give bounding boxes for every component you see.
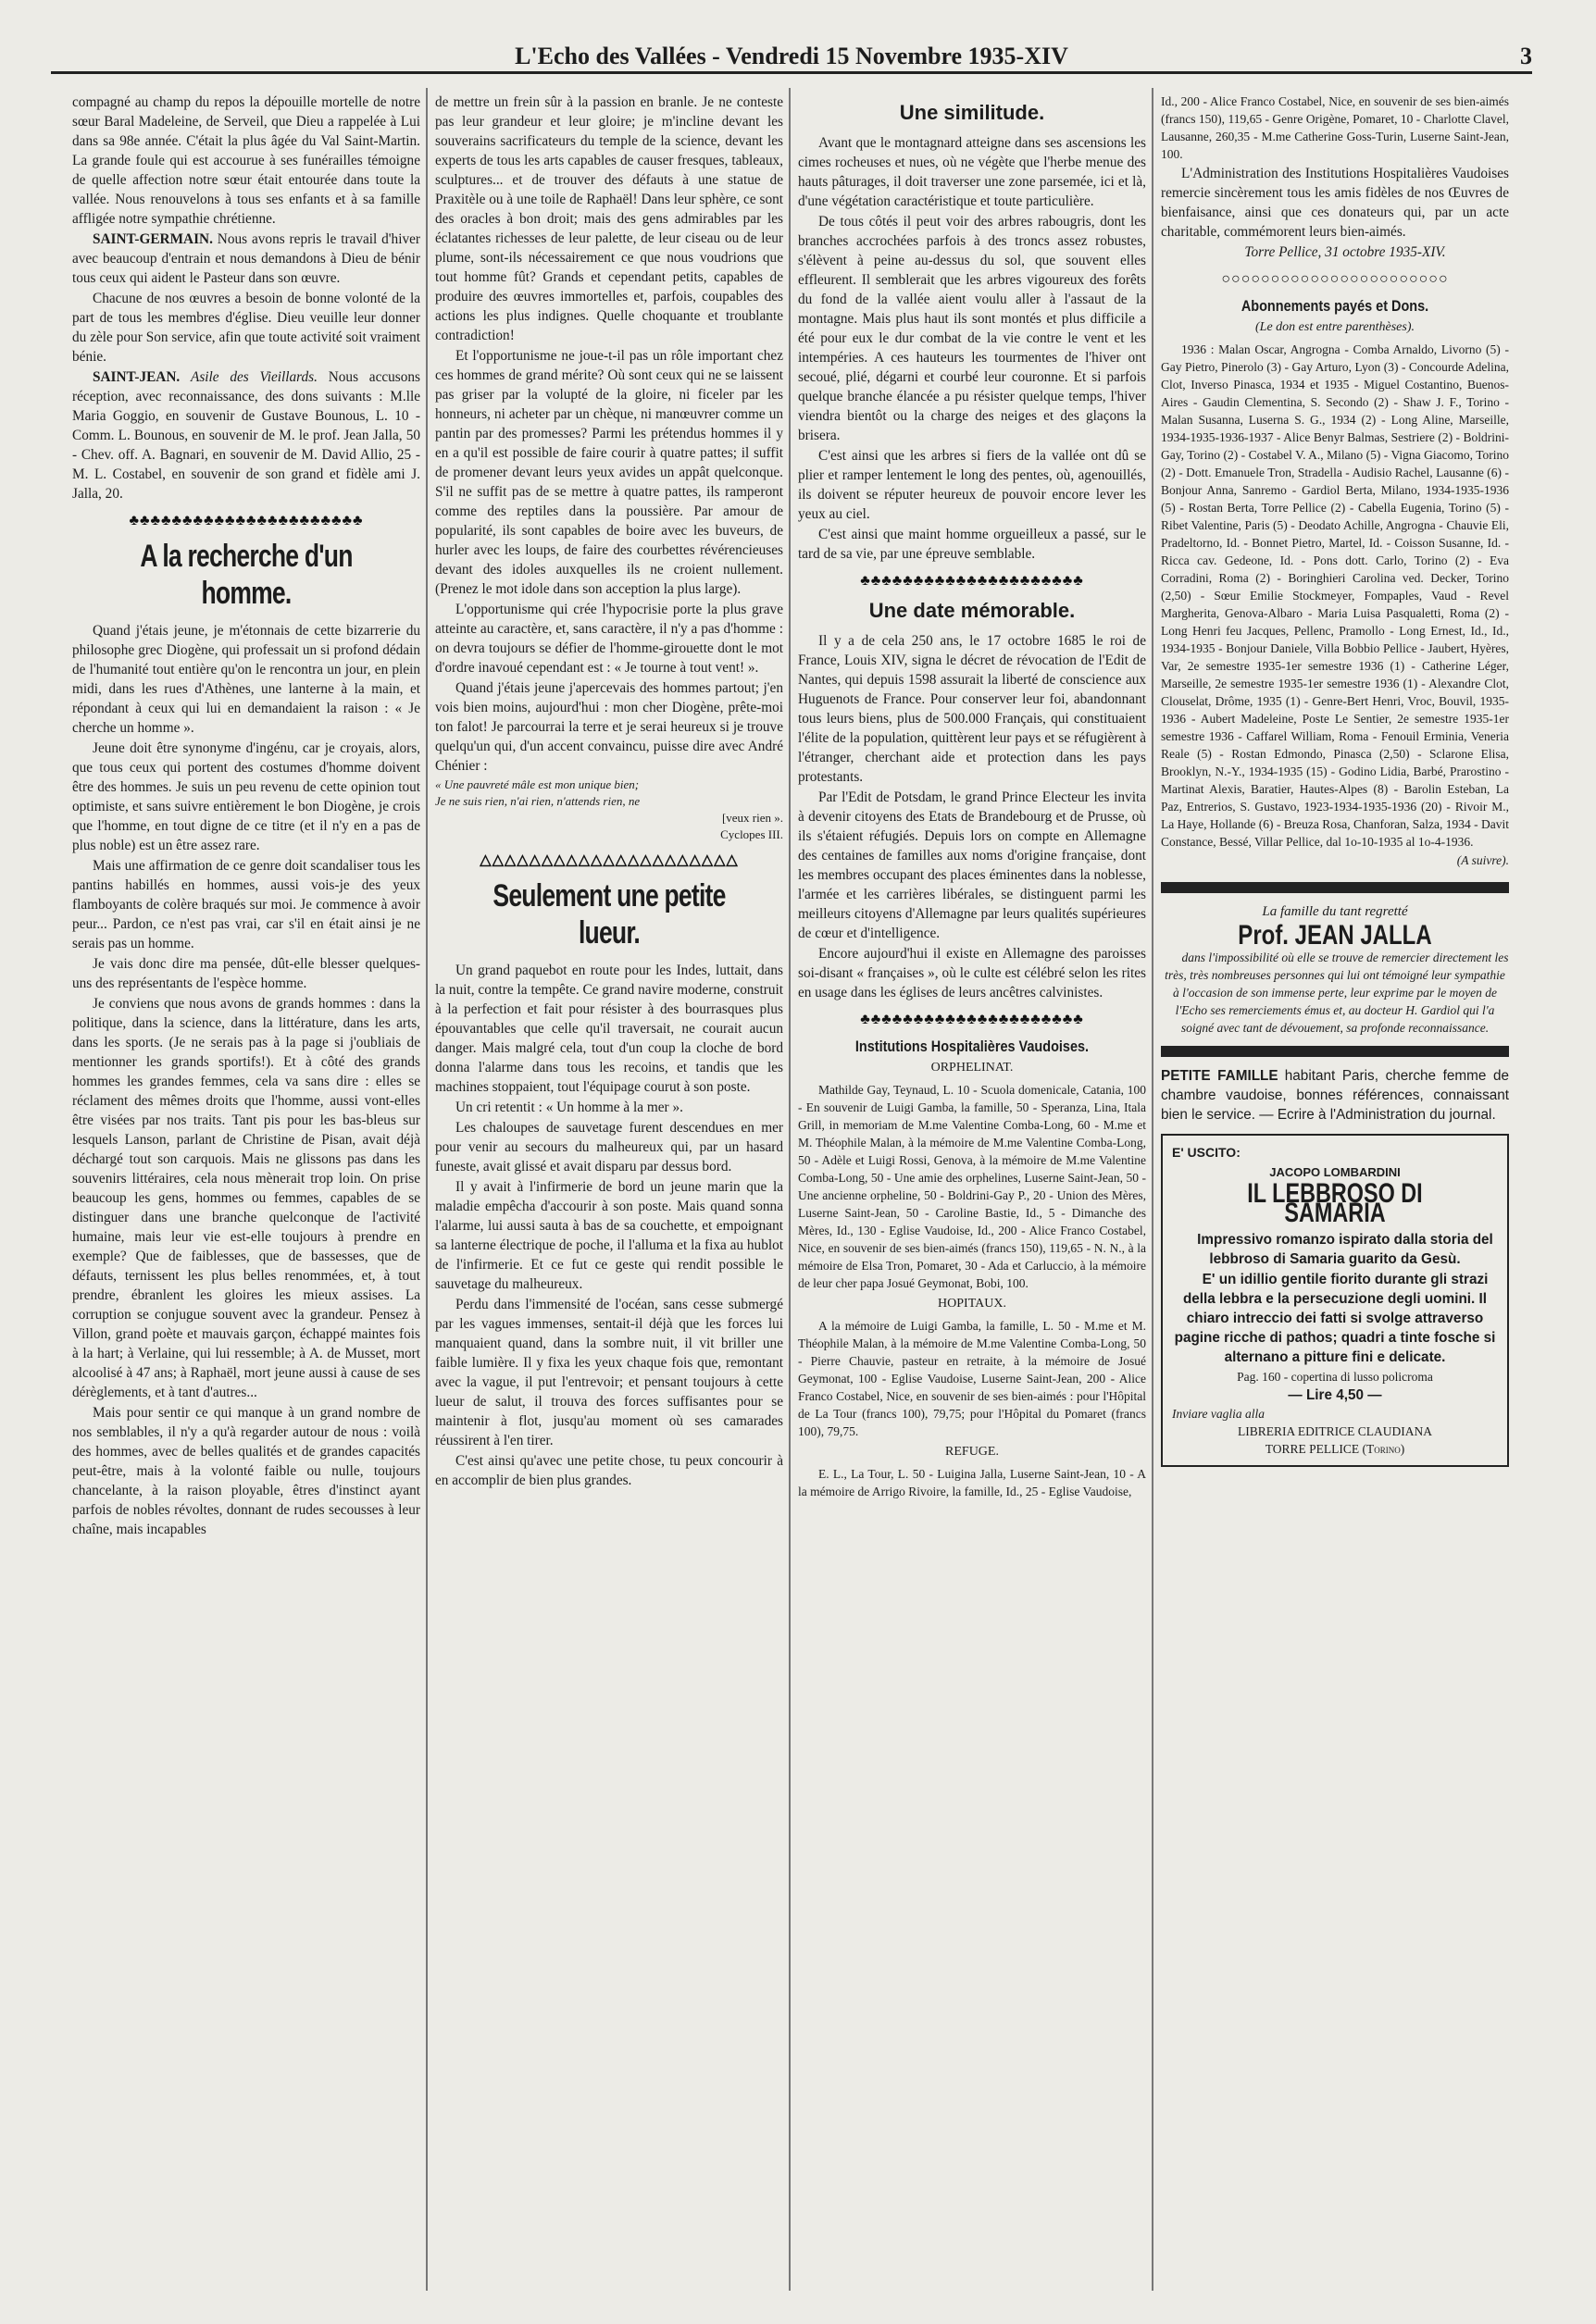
article-heading: Institutions Hospitalières Vaudoises.: [854, 1038, 1090, 1055]
section-subtitle: ORPHELINAT.: [930, 1061, 1014, 1075]
paragraph: Un cri retentit : « Un homme à la mer ».: [455, 1100, 683, 1115]
book-title: IL LEBBROSO DI SAMARIA: [1247, 1178, 1423, 1228]
paragraph: Quand j'étais jeune j'apercevais des hommes partout; j'en vois bien moins, aujourd'hui : mon cher Diogène, prête-moi ton falot! Je parcourrai la terre et je serai heureux si je trouve quelqu'un qui, d'un accent convaincu, puisse dire avec André Chénier :: [435, 680, 783, 774]
column-divider: [789, 88, 791, 2291]
paragraph: Perdu dans l'immensité de l'océan, sans cesse submergé par les vagues immenses, sentait-il déjà que les forces lui manquaient quand, dans la sombre nuit, il vit briller une faible lumière. Il y fixa les yeux chaque fois que, remontant avec la vague, il put l'entrevoir; et pensant toujours à cette lueur de salut, il trouva des forces suffisantes pour se maintenir à flot, jusqu'au moment où ses camarades réussirent à l'en tirer.: [435, 1297, 783, 1448]
book-ad: [1161, 1134, 1509, 1467]
article-heading: Une date mémorable.: [868, 599, 1076, 622]
order-note: Inviare vaglia alla: [1172, 1407, 1265, 1421]
verse-line: [veux rien ».: [721, 811, 783, 825]
paragraph: Mathilde Gay, Teynaud, L. 10 - Scuola domenicale, Catania, 100 - En souvenir de Luigi Gamba, la famille, 50 - Speranza, Lina, Itala Grill, in memoriam de M.me Valentine Comba-Long, 60 - M.me et M. Théophile Malan, à la mémoire de M.me Valentine Comba-Long, 50 - Adèle et Luigi Rossi, Genova, à la mémoire de M.me Valentine Comba-Long, 50 - Une amie des orphelines, Luserne Saint-Jean, 50 - Une ancienne orpheline, 50 - Boldrini-Gay P., 20 - Union des Mères, Luserne Saint-Jean, 50 - Caroline Bastie, Id., 5 - Dimanche des Mères, Id., 130 - Eglise Vaudoise, Id., 200 - Alice Franco Costabel, Nice, en souvenir de ses bien-aimés (francs 150), 119,65 - N. N., à la mémoire de Elsa Tron, Pomaret, 30 - Ada et Carluccio, à la mémoire de leur cher papa Josué Geymonat, Bobi, 100.: [798, 1083, 1146, 1290]
dateline: Torre Pellice, 31 octobre 1935-XIV.: [1244, 244, 1446, 260]
verse-line: Je ne suis rien, n'ai rien, n'attends rien, ne: [435, 794, 641, 808]
ad-text: habitant Paris, cherche femme de chambre vaudoise, bonnes références, connaissant bien le service. — Ecrire à l'Administration du journal.: [1161, 1068, 1509, 1123]
paragraph: C'est ainsi que les arbres si fiers de la vallée ont dû se plier et ramper lentement le long des pentes, où, agenouillés, ils doivent se réputer heureux de pouvoir encore lever les yeux au ciel.: [798, 448, 1146, 522]
column-divider: [1152, 88, 1153, 2291]
paragraph: Un grand paquebot en route pour les Indes, luttait, dans la nuit, contre la tempête. Ce grand navire moderne, construit à la perfection et fait pour résister à des bourrasques plus épouvantables que celle qu'il traversait, ne courait aucun danger. Mais malgré cela, tout d'un coup la cloche de bord donna l'alarme dans tous les recoins, et tandis que les machines stoppaient, tout l'équipage courut à son poste.: [435, 963, 783, 1095]
ornament-divider: ○○○○○○○○○○○○○○○○○○○○○○○: [1221, 271, 1449, 287]
book-description: Impressivo romanzo ispirato dalla storia del lebbroso di Samaria guarito da Gesù.: [1197, 1232, 1493, 1267]
book-price: — Lire 4,50 —: [1288, 1387, 1382, 1403]
paragraph: Mais pour sentir ce qui manque à un grand nombre de nos semblables, il n'y a qu'à regarder autour de nous : voilà des hommes, avec de belles qualités et de grandes capacités peut-être, mais à la volonté faible ou nulle, toujours chancelante, à la raison ployable, êtres d'instinct ayant parfois de nobles révoltes, donnant de rudes secousses à leur chaîne, mais incapables: [72, 1405, 420, 1537]
paragraph: C'est ainsi qu'avec une petite chose, tu peux concourir à en accomplir de bien plus grandes.: [435, 1453, 783, 1488]
paragraph: E. L., La Tour, L. 50 - Luigina Jalla, Luserne Saint-Jean, 10 - A la mémoire de Arrigo Rivoire, la famille, Id., 25 - Eglise Vaudoise,: [798, 1467, 1146, 1498]
column-3: [798, 93, 1146, 2277]
paragraph: Et l'opportunisme ne joue-t-il pas un rôle important chez ces hommes de grand mérite? Où sont ceux qui ne se laissent pas griser par la volupté de la gloire, ni ficeler par les honneurs, ni acheter par un chèque, ni manœuvrer comme un pantin par des promesses? Parmi les prétendus hommes il y en a qu'il est possible de faire courir à quatre pattes; il suffit de promener devant leurs yeux avides un appât quelconque. S'il ne suffit pas de se mettre à quatre pattes, ils ramperont comme des reptiles dans la poussière. Par amour de popularité, ils sont capables de boire avec les buveurs, de hurler avec les loups, de faire des courbettes révérencieuses devant des idoles auxquelles ils ne croient nullement. (Prenez le mot idole dans son acception la plus large).: [435, 348, 783, 597]
paragraph: 1936 : Malan Oscar, Angrogna - Comba Arnaldo, Livorno (5) - Gay Pietro, Pinerolo (3) - Gay Arturo, Lyon (3) - Concourde Adelina, Clot, Inverso Pinasca, 1934 et 1935 - Miguel Costantino, Buenos-Aires - Gaudin Clementina, S. Secondo (2) - Shaw J. F., Torino - Malan Susanna, Luserna S. G., 1934 (2) - Long Aline, Marseille, 1934-1935-1936-1937 - Alice Benyr Balmas, Sestriere (2) - Boldrini-Gay, Torino (2) - Costabel V. A., Milano (5) - Vigna Giacomo, Torino (2) - Dott. Emanuele Tron, Stradella - Audisio Rachel, Lausanne (6) - Bonjour Anna, Sanremo - Gardiol Berta, Milano, 1934-1935-1936 (5) - Rostan Berta, Torre Pellice (2) - Cabella Eugenia, Torino (5) - Ribet Valentine, Paris (5) - Deodato Achille, Angrogna - Chauvie Eli, Pradeltorno, Id. - Bonnet Pietro, Martel, Id. - Coisson Susanne, Id. - Ricca cav. Gedeone, Id. - Pons dott. Carlo, Torino (2) - Eva Corradini, Roma (2) - Boringhieri Carolina ved. Decker, Torino (2,50) - Sœur Emilie Stockmeyer, Fompaples, Vaud - Revel Margherita, Genova-Albaro - Maria Luisa Pasqualetti, Roma (2) - Long Henri feu Jacques, Pellenc, Pramollo - Long Ernest, Id., Id., 1934-1935 - Bonjour Daniele, Villa Bobbio Pellice - Jaubert, Hyères, Var, 2e semestre 1935-1er semestre 1936 (1) - Catherine Léger, Marseille, 2e semestre 1935-1er semestre 1936 (1) - Alexandre Clot, Clouselat, Drôme, 1935 (1) - Genre-Bert Henri, Vroc, Bouvil, 1935-1936 - Aubert Madeleine, Poste Le Sentier, 2e semestre 1935-1er semestre 1936 - Caffarel William, Roma - Fenouil Erminia, Veneria Reale (5) - Rostan Edmondo, Pinasca (2,50) - Sclarone Elisa, Brooklyn, N.-Y., 1934-1935 (15) - Godino Lidia, Barbé, Prarostino - Martinat Alexis, Baratier, Hautes-Alpes (8) - Barolin Esteban, La Paz, Entrerios, S. Gustavo, 1923-1934-1935-1936 (20) - Rivoir M., La Haye, Hollande (6) - Breuza Rosa, Chanforan, Salza, 1934 - Davit Constance, Bessé, Villar Pellice, dal 1o-10-1935 al 1o-4-1936.: [1161, 342, 1509, 849]
column-divider: [426, 88, 428, 2291]
paragraph: de mettre un frein sûr à la passion en branle. Je ne conteste pas leur grandeur et leur gloire; je m'incline devant les souverains sacrificateurs du temple de la science, devant les experts de tous les arts capables de causer fresques, tableaux, sculptures... et de trouver des défauts à une statue de Praxitèle ou à une toile de Raphaël! Dans leur sphère, ce sont des oracles à bon droit; mais des gens admirables par les éclatantes richesses de leur palette, de leur ciseau ou de leur plume, sont-ils nécessairement ce que nous voudrions que tout homme fût? Grands et cependant petits, capables de produire des œuvres immortelles et, parfois, coupables des actions les plus indignes. Quelle choquante et troublante contradiction!: [435, 94, 783, 343]
notice-name: Prof. JEAN JALLA: [1238, 920, 1432, 951]
paragraph: De tous côtés il peut voir des arbres rabougris, dont les branches accrochées parfois à des troncs assez robustes, s'élèvent à peine au-dessus du sol, que souvent elles effleurent. Il semblerait que les arbres vigoureux des forêts du fond de la vallée aient voulu aller à l'assaut de la montagne. Mais plus haut ils sont montés et plus difficile a été pour eux le dur combat de la vie contre le vent et les intempéries. A ces hauteurs les tourmentes de l'hiver ont secoué, plié, dégarni et courbé leur couronne. Et si parfois quelque branche élancée a pu résister quelque temps, l'hiver viendra bientôt ou la charge des neiges et des glaçons la brisera.: [798, 214, 1146, 443]
decorative-stripe: [1161, 882, 1509, 893]
article-heading: Une similitude.: [899, 101, 1045, 124]
book-price-info: Pag. 160 - copertina di lusso policroma: [1237, 1370, 1433, 1384]
paragraph: compagné au champ du repos la dépouille mortelle de notre sœur Baral Madeleine, de Serveil, que Dieu a rappelée à Lui dans sa 98e année. C'était la plus âgée du Val Saint-Martin. La grande foule qui est accourue à ses funérailles témoigne de quelle affection notre sœur était entourée dans toute la vallée. Nous renouvelons à tous ses enfants et à sa famille affligée notre sympathie chrétienne.: [72, 94, 420, 227]
paragraph: Il y avait à l'infirmerie de bord un jeune marin que la maladie empêcha d'accourir à son poste. Mais quand sonna l'alarme, lui aussi sauta à bas de sa couchette, et empoignant sa lanterne électrique de poche, il l'alluma et la fixa au hublot de l'infirmerie. Et ce fut ce geste qui rendit possible le sauvetage du malheureux.: [435, 1179, 783, 1292]
paragraph: Avant que le montagnard atteigne dans ses ascensions les cimes rocheuses et nues, où ne végète que l'herbe menue des hauts pâturages, il doit traverser une zone parsemée, ici et là, d'une végétation caractéristique et toute particulière.: [798, 135, 1146, 209]
book-author: JACOPO LOMBARDINI: [1269, 1165, 1401, 1179]
section-label: SAINT-GERMAIN.: [93, 231, 213, 247]
thanks-notice: [1161, 882, 1509, 1057]
ad-label: PETITE FAMILLE: [1161, 1068, 1278, 1084]
verse-line: « Une pauvreté mâle est mon unique bien;: [435, 777, 640, 791]
section-subtitle: (Le don est entre parenthèses).: [1255, 320, 1415, 334]
paragraph: Je conviens que nous avons de grands hommes : dans la politique, dans la science, dans la littérature, dans les arts, dans les sports. (Je ne serais pas à la page si j'oubliais de mentionner les grands sportifs!). Et à côté des grands hommes les grandes femmes, cela va sans dire : elles se réclament des mêmes droits que l'homme, aussi vont-elles être visées par nos traits. Tant pis pour les bas-bleus sur lesquels Lanson, parlant de Christine de Pisan, avait déjà déchargé tout son carquois. Mais ne glissons pas dans les souvenirs littéraires, cela nous mènerait trop loin. On prise beaucoup les gens, hommes ou femmes, capables de se distinguer dans une branche quelconque de l'activité humaine, mais leur vie est-elle toujours à prendre en exemple? Que de faiblesses, que de bassesses, que de défauts, ternissent les plus belles renommées, et, à tout prendre, ébranlent les gloires les mieux assises. La corruption se conjugue souvent avec la grandeur. Pensez à Villon, grand poète et mauvais garçon, échappé maintes fois à la hart; à Verlaine, qui lui ressemble; à A. de Musset, mort alcoolisé à 47 ans; à Raphaël, mort jeune aussi à cause de ses dérèglements, et à tant d'autres...: [72, 996, 420, 1400]
paragraph: L'Administration des Institutions Hospitalières Vaudoises remercie sincèrement tous les amis fidèles de nos Œuvres de bienfaisance, ainsi que ces donateurs qui, par un acte charitable, commémorent leurs bien-aimés.: [1161, 166, 1509, 240]
paragraph-text: Nous avons repris le travail d'hiver avec beaucoup d'entrain et nous demandons à Dieu de bénir tous ceux qui aident le Pasteur dans son œuvre.: [72, 231, 420, 286]
paragraph: Jeune doit être synonyme d'ingénu, car je croyais, alors, que tous ceux qui portent des costumes d'homme doivent être des hommes. Je suis un peu revenu de cette opinion tout optimiste, et sans suivre entièrement le bon Diogène, je crois que l'homme, en tout digne de ce titre (et il n'y en a pas de plus noble) est un être assez rare.: [72, 740, 420, 853]
notice-text: dans l'impossibilité où elle se trouve de remercier directement les très, très nombreuses personnes qui lui ont témoigné leur sympathie à l'occasion de son immense perte, leur exprime par le moyen de l'Echo ses remerciements émus et, au docteur H. Gardiol qui l'a soigné avec tant de dévouement, sa profonde reconnaissance.: [1165, 951, 1509, 1035]
paragraph: Il y a de cela 250 ans, le 17 octobre 1685 le roi de France, Louis XIV, signa le décret de révocation de l'Edit de Nantes, qui depuis 1598 assurait la liberté de conscience aux Huguenots de France. Pour conserver leur foi, abandonnant tous leurs biens, plus de 500.000 Français, qui constituaient l'élite de la population, quittèrent leur pays et se réfugièrent à l'étranger, cherchant aide et protection dans les pays protestants.: [798, 633, 1146, 785]
section-subtitle: Asile des Vieillards.: [190, 369, 318, 385]
paragraph: L'opportunisme qui crée l'hypocrisie porte la plus grave atteinte au caractère, et, sans caractère, il n'y a pas d'homme : on devra toujours se défier de l'homme-girouette dont le mot d'ordre inavoué cependant est : « Je tourne à tout vent! ».: [435, 602, 783, 676]
paragraph: Par l'Edit de Potsdam, le grand Prince Electeur les invita à devenir citoyens des Etats de Brandebourg et de Prusse, où ils s'étaient réfugiés. Depuis lors on compte en Allemagne des centaines de familles aux noms d'origine française, dont les membres occupant des places éminentes dans la noblesse, l'armée et les carrières libérales, se distinguent parmi les meilleurs citoyens d'Allemagne par leurs qualités supérieures de cœur et d'intelligence.: [798, 789, 1146, 941]
paragraph: Je vais donc dire ma pensée, dût-elle blesser quelques-uns des représentants de l'espèce homme.: [72, 956, 420, 991]
section-subtitle: HOPITAUX.: [938, 1297, 1006, 1311]
ornament-divider: ♣♣♣♣♣♣♣♣♣♣♣♣♣♣♣♣♣♣♣♣♣: [860, 1012, 1084, 1027]
paragraph: Id., 200 - Alice Franco Costabel, Nice, en souvenir de ses bien-aimés (francs 150), 119,65 - Genre Origène, Pomaret, 10 - Charlotte Clavel, Lausanne, 260,35 - M.me Catherine Goss-Turin, Luserne Saint-Jean, 100.: [1161, 94, 1509, 161]
decorative-stripe: [1161, 1046, 1509, 1057]
paragraph: [72, 230, 420, 288]
ornament-divider: △△△△△△△△△△△△△△△△△△△△△: [480, 852, 739, 868]
paragraph: Les chaloupes de sauvetage furent descendues en mer pour venir au secours du malheureux qui, par un hasard funeste, avait glissé et avait disparu par dessus bord.: [435, 1120, 783, 1174]
ad-prefix: E' USCITO:: [1172, 1145, 1241, 1160]
masthead: [51, 41, 1532, 74]
verse-quote: [435, 777, 783, 843]
ornament-divider: ♣♣♣♣♣♣♣♣♣♣♣♣♣♣♣♣♣♣♣♣♣♣: [129, 513, 364, 528]
publisher-city: TORRE PELLICE (Torino): [1265, 1442, 1405, 1456]
article-heading: Abonnements payés et Dons.: [1241, 297, 1429, 315]
column-2: [435, 93, 783, 2277]
classified-ad: [1161, 1066, 1509, 1125]
column-4: [1161, 93, 1509, 2277]
paragraph: C'est ainsi que maint homme orgueilleux a passé, sur le tard de sa vie, par une épreuve semblable.: [798, 527, 1146, 562]
paragraph: A la mémoire de Luigi Gamba, la famille, L. 50 - M.me et M. Théophile Malan, à la mémoire de M.me Valentine Comba-Long, 50 - Pierre Chauvie, pasteur en retraite, à la mémoire de Josué Geymonat, 100 - Eglise Vaudoise, Luserne Saint-Jean, 200 - Alice Franco Costabel, Nice, en souvenir de ses bien-aimés : pour l'Hôpital de La Tour (francs 100), 79,75; pour l'Hôpital du Pomaret (francs 100), 79,75.: [798, 1319, 1146, 1438]
paragraph-text: Nous accusons réception, avec reconnaissance, des dons suivants : M.lle Maria Goggio, en souvenir de Gustave Bounous, L. 10 - Comm. L. Bounous, en souvenir de M. le prof. Jean Jalla, 50 - Chev. off. A. Bagnari, en souvenir de M. David Allio, 25 - M. L. Costabel, en souvenir de son grand et fidèle ami J. Jalla, 20.: [72, 369, 420, 502]
section-label: SAINT-JEAN.: [93, 369, 181, 385]
paragraph: Mais une affirmation de ce genre doit scandaliser tous les pantins habillés en hommes, aussi vois-je des yeux flamboyants de colère braqués sur moi. Je commence à avoir peur... Pardon, ce n'est pas vrai, car s'il en était ainsi je ne serais pas un homme.: [72, 858, 420, 951]
paragraph: Quand j'étais jeune, je m'étonnais de cette bizarrerie du philosophe grec Diogène, qui professait un si profond dédain de l'humanité tout entière qu'on le rencontra un jour, en plein midi, dans les rues d'Athènes, une lanterne à la main, et répondant à ceux qui lui en demandaient la raison : « Je cherche un homme ».: [72, 623, 420, 736]
signature: Cyclopes III.: [720, 827, 783, 841]
article-heading: A la recherche d'un homme.: [140, 539, 353, 611]
column-1: [72, 93, 420, 2277]
page-number: 3: [1520, 43, 1532, 69]
publisher-name: LIBRERIA EDITRICE CLAUDIANA: [1238, 1424, 1432, 1438]
notice-intro: La famille du tant regretté: [1262, 904, 1408, 919]
paragraph: [72, 367, 420, 503]
article-heading: Seulement une petite lueur.: [493, 878, 726, 951]
paragraph: Chacune de nos œuvres a besoin de bonne volonté de la part de tous les membres d'église. Dieu veuille leur donner du zèle pour Son service, afin que toute activité soit vraiment bénie.: [72, 291, 420, 365]
ornament-divider: ♣♣♣♣♣♣♣♣♣♣♣♣♣♣♣♣♣♣♣♣♣: [860, 573, 1084, 589]
masthead-title: L'Echo des Vallées - Vendredi 15 Novembre 1935-XIV: [515, 43, 1068, 69]
section-subtitle: REFUGE.: [945, 1445, 999, 1459]
continued-note: (A suivre).: [1456, 853, 1509, 867]
book-description: E' un idillio gentile fiorito durante gli strazi della lebbra e la persecuzione degli uomini. Il chiaro intreccio dei fatti si svolge attraverso pagine ricche di pathos; quadri a tinte fosche si alternano a pitture fini e delicate.: [1174, 1272, 1496, 1365]
paragraph: Encore aujourd'hui il existe en Allemagne des paroisses soi-disant « françaises », où le culte est célébré selon les rites en usage dans les églises de leurs ancêtres calvinistes.: [798, 946, 1146, 1000]
